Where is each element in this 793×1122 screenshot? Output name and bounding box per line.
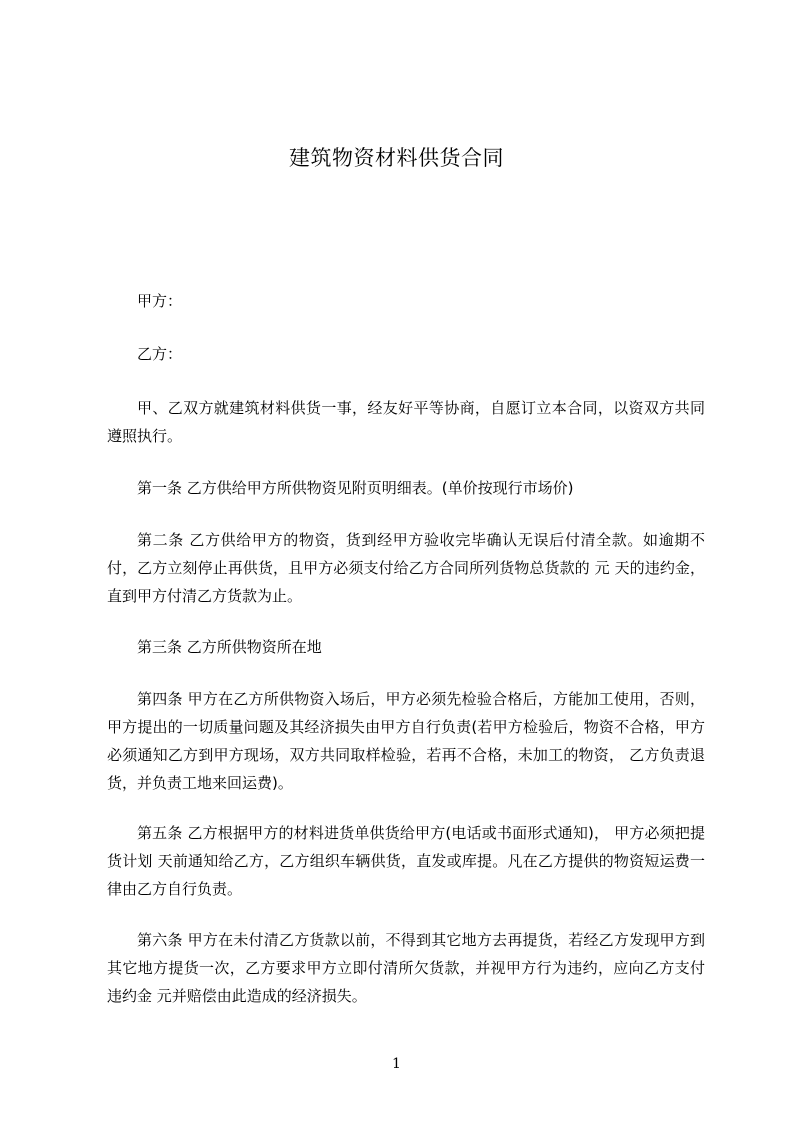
article-2: 第二条 乙方供给甲方的物资，货到经甲方验收完毕确认无误后付清全款。如逾期不付，乙方立刻停止再供货，且甲方必须支付给乙方合同所列货物总货款的 元 天的违约金，直到甲方付清乙方货款为止。 [107, 531, 705, 605]
page-number: 1 [392, 1056, 401, 1072]
party-a-line: 甲方： [137, 292, 183, 310]
document-title: 建筑物资材料供货合同 [289, 146, 504, 170]
article-1: 第一条 乙方供给甲方所供物资见附页明细表。(单价按现行市场价) [137, 479, 574, 497]
preamble-paragraph: 甲、乙双方就建筑材料供货一事，经友好平等协商，自愿订立本合同，以资双方共同遵照执行。 [107, 399, 705, 445]
article-4: 第四条 甲方在乙方所供物资入场后，甲方必须先检验合格后，方能加工使用，否则，甲方提出的一切质量问题及其经济损失由甲方自行负责(若甲方检验后，物资不合格，甲方必须通知乙方到甲方现场，双方共同取样检验，若再不合格，未加工的物资， 乙方负责退货，并负责工地来回运费)。 [107, 690, 705, 792]
article-3: 第三条 乙方所供物资所在地 [137, 638, 322, 656]
party-b-line: 乙方： [137, 345, 183, 363]
article-6: 第六条 甲方在未付清乙方货款以前，不得到其它地方去再提货，若经乙方发现甲方到其它地方提货一次，乙方要求甲方立即付清所欠货款，并视甲方行为违约，应向乙方支付违约金 元并赔偿由此造成的经济损失。 [107, 931, 705, 1005]
article-5: 第五条 乙方根据甲方的材料进货单供货给甲方(电话或书面形式通知)， 甲方必须把提货计划 天前通知给乙方，乙方组织车辆供货，直发或库提。凡在乙方提供的物资短运费一律由乙方自行负责。 [107, 824, 705, 898]
